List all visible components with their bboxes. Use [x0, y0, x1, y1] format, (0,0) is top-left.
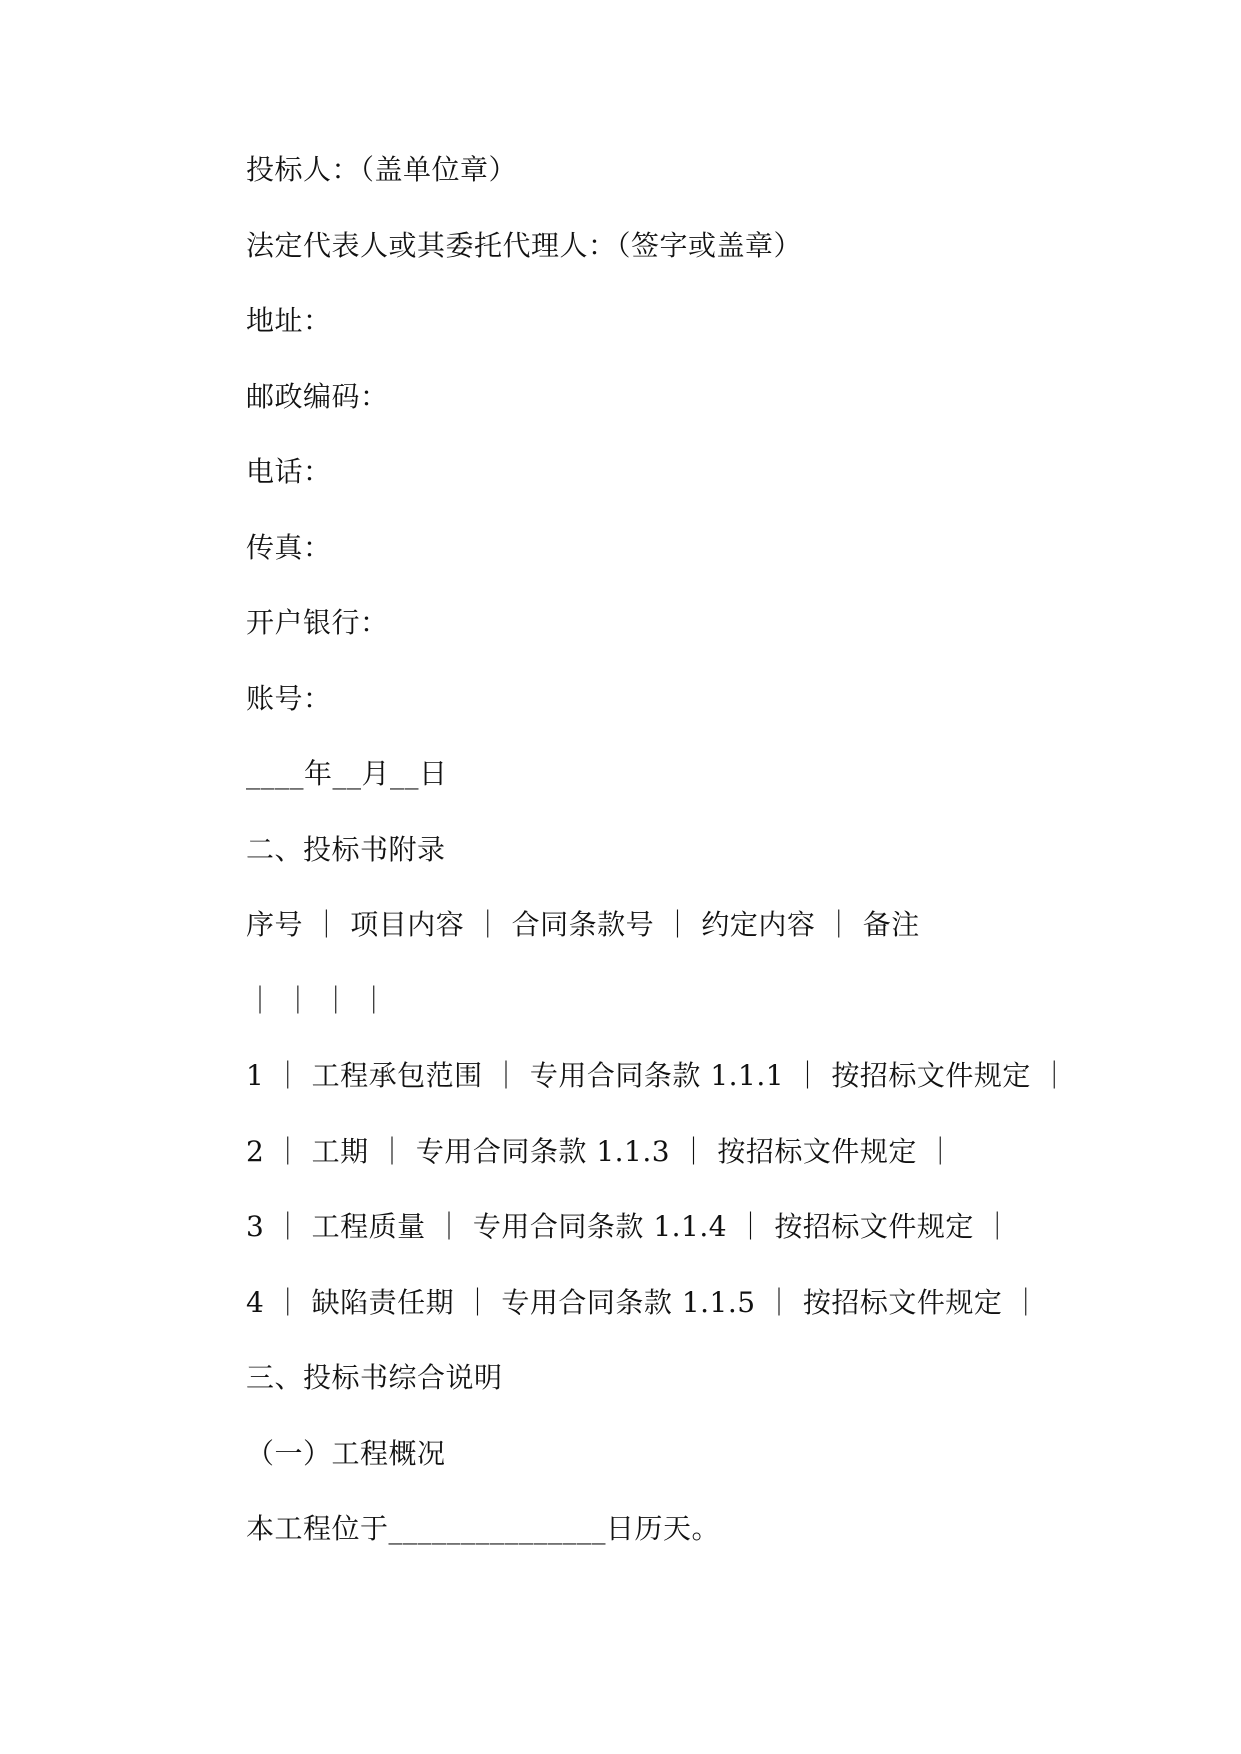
date-line: ____年__月__日 — [246, 757, 448, 790]
address-line: 地址： — [246, 304, 332, 337]
section-heading: 三、投标书综合说明 — [246, 1361, 503, 1394]
document-body — [246, 145, 1069, 1580]
table-row: 1 ｜ 工程承包范围 ｜ 专用合同条款 1.1.1 ｜ 按招标文件规定 ｜ — [246, 1059, 1069, 1092]
subsection-heading: （一）工程概况 — [246, 1436, 446, 1470]
table-header-row: 序号 ｜ 项目内容 ｜ 合同条款号 ｜ 约定内容 ｜ 备注 — [246, 908, 920, 941]
fax-line: 传真： — [246, 530, 332, 564]
section-heading: 二、投标书附录 — [246, 832, 446, 866]
table-row: 4 ｜ 缺陷责任期 ｜ 专用合同条款 1.1.5 ｜ 按招标文件规定 ｜ — [246, 1285, 1041, 1319]
table-separator-row: ｜ ｜ ｜ ｜ — [246, 983, 389, 1017]
legal-representative-line: 法定代表人或其委托代理人：（签字或盖章） — [246, 228, 803, 262]
bank-line: 开户银行： — [246, 606, 389, 639]
project-location-line: 本工程位于_______________日历天。 — [246, 1512, 721, 1545]
bidder-line: 投标人：（盖单位章） — [246, 153, 518, 186]
table-row: 3 ｜ 工程质量 ｜ 专用合同条款 1.1.4 ｜ 按招标文件规定 ｜ — [246, 1210, 1012, 1243]
account-line: 账号： — [246, 681, 332, 715]
phone-line: 电话： — [246, 455, 332, 488]
postal-code-line: 邮政编码： — [246, 379, 389, 413]
table-row: 2 ｜ 工期 ｜ 专用合同条款 1.1.3 ｜ 按招标文件规定 ｜ — [246, 1134, 955, 1168]
